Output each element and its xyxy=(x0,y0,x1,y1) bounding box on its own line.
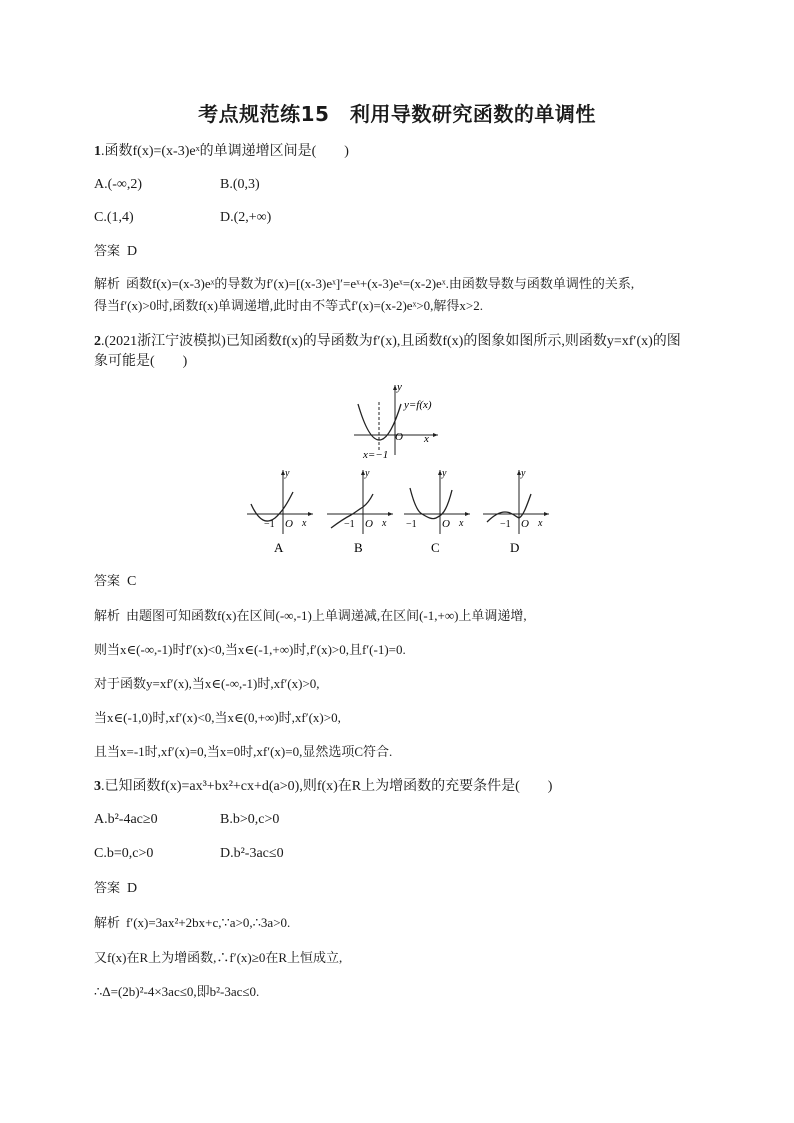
b-tick-label: −1 xyxy=(344,519,355,530)
q2-stem-line-2: 象可能是( ) xyxy=(94,354,188,369)
main-line-label: x=−1 xyxy=(363,449,389,460)
c-origin-label: O xyxy=(442,518,450,530)
q2-answer: 答案 C xyxy=(94,574,137,589)
q2-option-d-graph xyxy=(481,466,553,558)
q2-solution-line-2: 则当x∈(-∞,-1)时f′(x)<0,当x∈(-1,+∞)时,f′(x)>0,且f′(-1)=0. xyxy=(94,642,406,657)
q2-option-a-graph xyxy=(245,466,317,558)
page-title: 考点规范练15 利用导数研究函数的单调性 xyxy=(198,102,596,126)
a-y-label: y xyxy=(285,468,290,479)
b-y-label: y xyxy=(365,468,370,479)
q3-option-d: D.b²-3ac≤0 xyxy=(220,846,284,861)
q3-stem: 3.已知函数f(x)=ax³+bx²+cx+d(a>0),则f(x)在R上为增函数的充要条件是( ) xyxy=(94,779,553,794)
option-c-letter: C xyxy=(431,540,440,555)
q1-option-d: D.(2,+∞) xyxy=(220,210,272,225)
q1-option-a: A.(-∞,2) xyxy=(94,177,143,192)
q2-main-figure xyxy=(350,380,450,460)
q3-answer: 答案 D xyxy=(94,881,138,896)
q1-option-b: B.(0,3) xyxy=(220,177,260,192)
c-y-label: y xyxy=(442,468,447,479)
q2-solution-line-4: 当x∈(-1,0)时,xf′(x)<0,当x∈(0,+∞)时,xf′(x)>0, xyxy=(94,710,341,725)
q3-solution-line-2: 又f(x)在R上为增函数,∴f′(x)≥0在R上恒成立, xyxy=(94,950,343,965)
main-x-label: x xyxy=(424,433,429,445)
option-a-letter: A xyxy=(274,540,284,555)
b-x-label: x xyxy=(382,518,387,529)
c-x-label: x xyxy=(459,518,464,529)
d-origin-label: O xyxy=(521,518,529,530)
option-b-letter: B xyxy=(354,540,363,555)
main-origin-label: O xyxy=(395,431,403,443)
main-y-label: y xyxy=(397,381,402,393)
q3-option-a: A.b²-4ac≥0 xyxy=(94,812,158,827)
q1-solution-line-1: 解析 函数f(x)=(x-3)eˣ的导数为f′(x)=[(x-3)eˣ]′=eˣ+(x-3)eˣ=(x-2)eˣ.由函数导数与函数单调性的关系, xyxy=(94,276,635,292)
b-origin-label: O xyxy=(365,518,373,530)
q1-solution-line-2: 得当f′(x)>0时,函数f(x)单调递增,此时由不等式f′(x)=(x-2)eˣ>0,解得x>2. xyxy=(94,298,483,313)
q3-option-b: B.b>0,c>0 xyxy=(220,812,280,827)
c-tick-label: −1 xyxy=(406,519,417,530)
q3-option-c: C.b=0,c>0 xyxy=(94,846,154,861)
q1-answer: 答案 D xyxy=(94,244,138,259)
a-x-label: x xyxy=(302,518,307,529)
a-origin-label: O xyxy=(285,518,293,530)
d-x-label: x xyxy=(538,518,543,529)
q2-solution-line-5: 且当x=-1时,xf′(x)=0,当x=0时,xf′(x)=0,显然选项C符合. xyxy=(94,744,393,759)
q2-option-c-graph xyxy=(402,466,474,558)
q3-solution-line-1: 解析 f′(x)=3ax²+2bx+c,∵a>0,∴3a>0. xyxy=(94,915,291,931)
a-tick-label: −1 xyxy=(264,519,275,530)
q2-solution-line-3: 对于函数y=xf′(x),当x∈(-∞,-1)时,xf′(x)>0, xyxy=(94,676,320,691)
q2-solution-line-1: 解析 由题图可知函数f(x)在区间(-∞,-1)上单调递减,在区间(-1,+∞)上单调递增, xyxy=(94,608,527,624)
q1-option-c: C.(1,4) xyxy=(94,210,134,225)
q1-stem: 1.函数f(x)=(x-3)eˣ的单调递增区间是( ) xyxy=(94,144,349,159)
q3-solution-line-3: ∴Δ=(2b)²-4×3ac≤0,即b²-3ac≤0. xyxy=(94,984,260,999)
d-tick-label: −1 xyxy=(500,519,511,530)
q2-stem-line-1: 2.(2021浙江宁波模拟)已知函数f(x)的导函数为f′(x),且函数f(x)的图象如图所示,则函数y=xf′(x)的图 xyxy=(94,334,681,349)
option-d-letter: D xyxy=(510,540,520,555)
d-y-label: y xyxy=(521,468,526,479)
main-curve-label: y=f(x) xyxy=(404,399,432,411)
q2-option-b-graph xyxy=(325,466,397,558)
